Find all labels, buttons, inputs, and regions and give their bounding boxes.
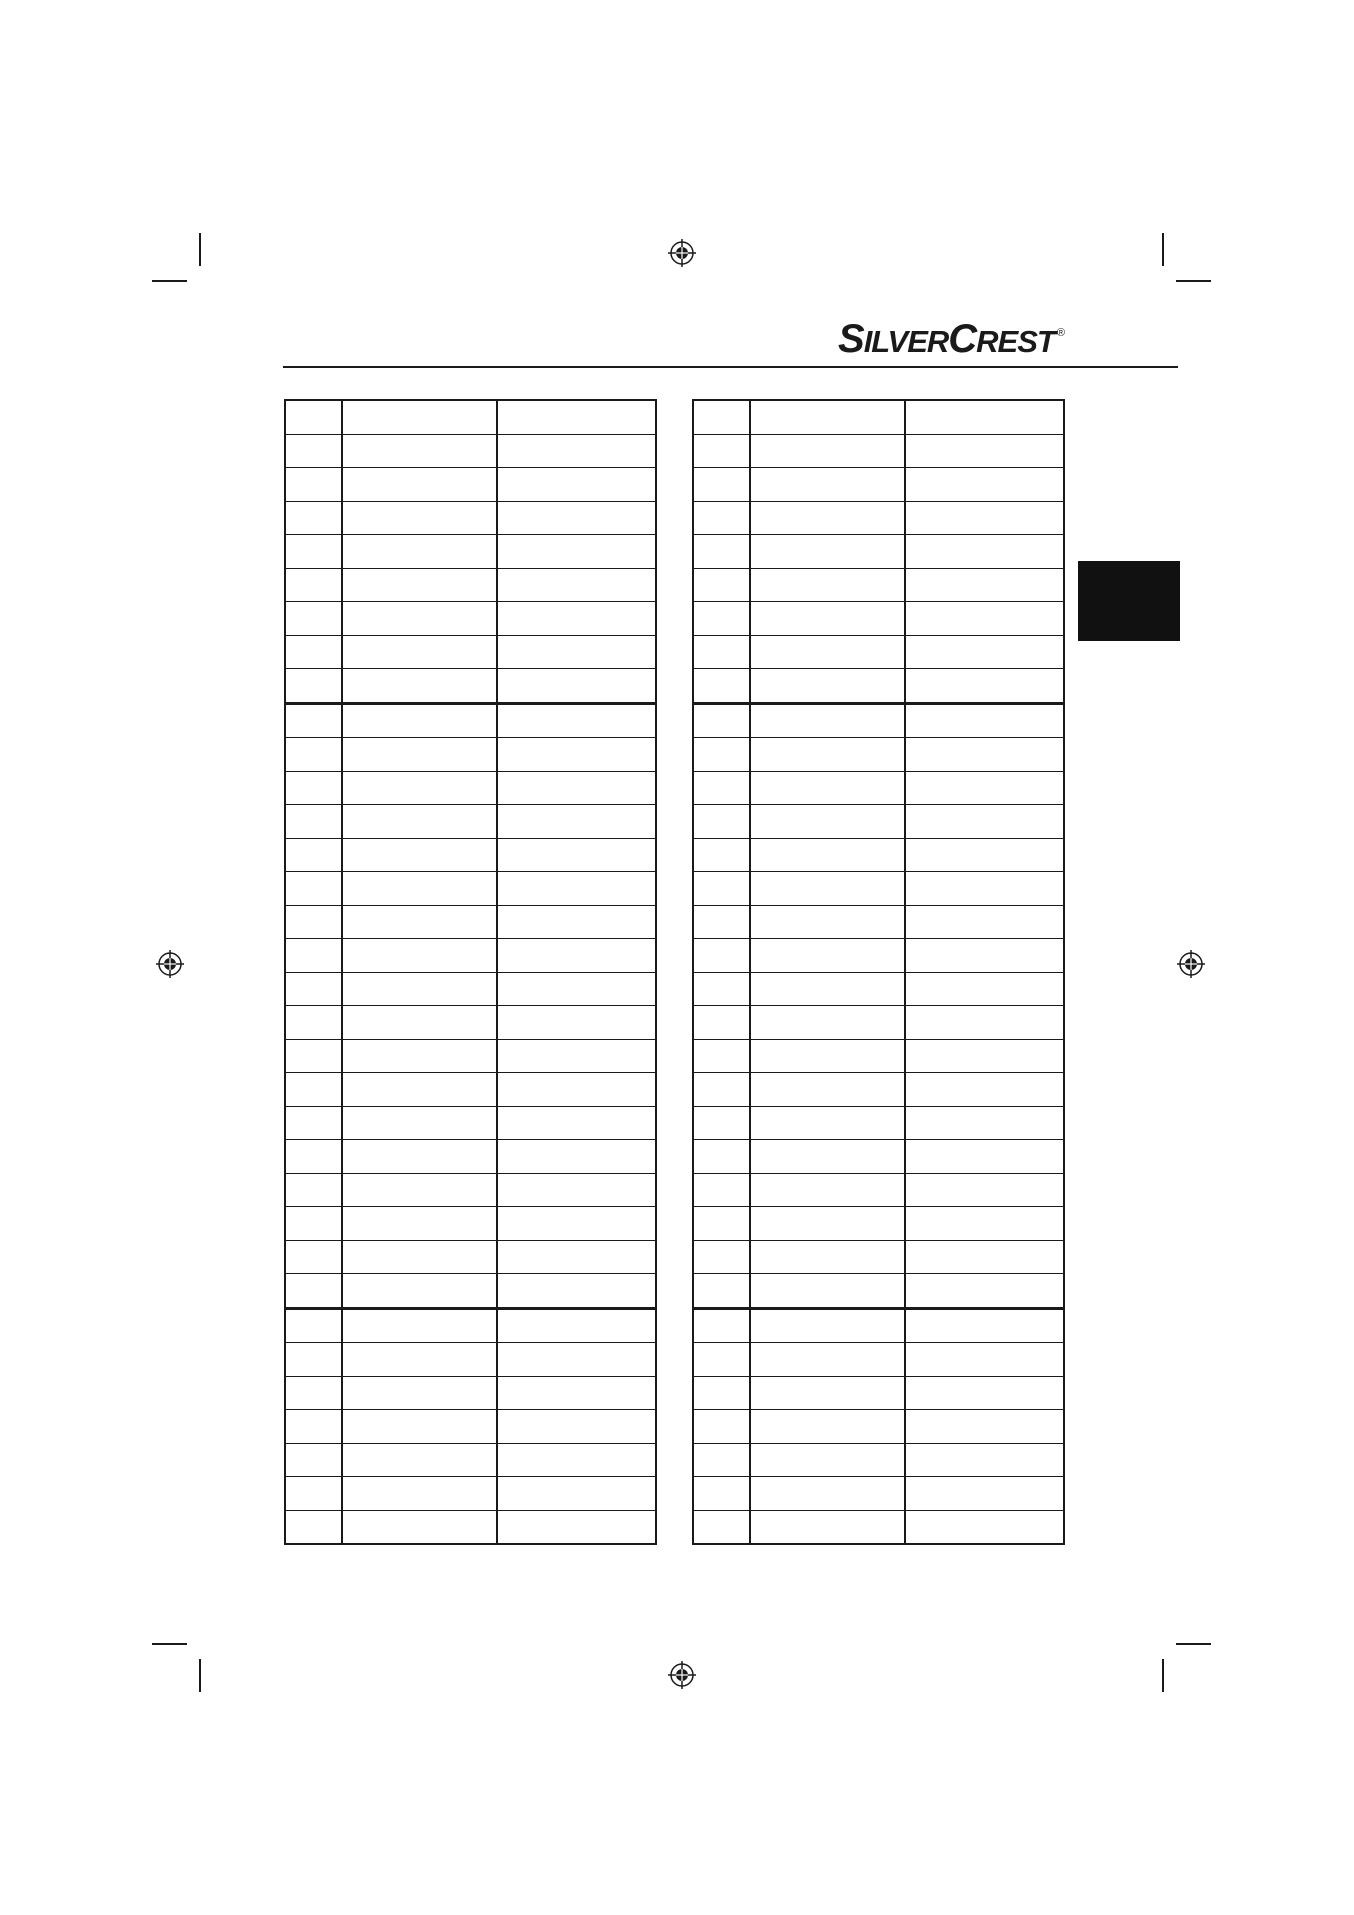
table-row [285,738,656,772]
table-row [285,400,656,434]
table-cell [905,738,1064,772]
table-cell [693,805,750,839]
table-cell [750,400,905,434]
table-cell [342,501,497,535]
table-row [285,1240,656,1274]
table-cell [905,838,1064,872]
table-cell [750,1376,905,1410]
table-cell [750,635,905,669]
table-row [693,1443,1064,1477]
table-row [693,738,1064,772]
table-cell [905,535,1064,569]
table-cell [750,1308,905,1343]
table-cell [905,568,1064,602]
table-row [285,805,656,839]
table-cell [285,468,342,502]
table-cell [693,669,750,704]
table-row [693,805,1064,839]
table-cell [693,434,750,468]
table-cell [342,1410,497,1444]
table-cell [750,1073,905,1107]
table-cell [750,568,905,602]
table-row [285,872,656,906]
table-cell [497,805,656,839]
table-cell [905,703,1064,738]
table-cell [497,1140,656,1174]
table-cell [342,703,497,738]
table-cell [693,905,750,939]
table-cell [285,535,342,569]
table-cell [693,535,750,569]
table-cell [497,1073,656,1107]
table-cell [342,635,497,669]
table-cell [497,1006,656,1040]
table-cell [905,972,1064,1006]
table-row [285,838,656,872]
table-row [285,703,656,738]
table-cell [693,1443,750,1477]
table-cell [497,1106,656,1140]
table-cell [497,1308,656,1343]
table-cell [750,1410,905,1444]
table-cell [905,1073,1064,1107]
table-cell [693,468,750,502]
table-cell [342,669,497,704]
table-cell [497,1207,656,1241]
left-grid-table [284,399,657,1545]
table-cell [497,535,656,569]
table-cell [905,1477,1064,1511]
table-cell [905,669,1064,704]
table-cell [285,1039,342,1073]
table-cell [693,1006,750,1040]
table-cell [497,669,656,704]
table-cell [905,1106,1064,1140]
table-cell [750,1343,905,1377]
table-row [693,939,1064,973]
table-cell [750,972,905,1006]
table-cell [905,872,1064,906]
table-cell [693,1410,750,1444]
crop-mark-icon [152,280,187,282]
table-cell [342,434,497,468]
table-row [693,1274,1064,1309]
table-row [693,703,1064,738]
table-cell [750,1006,905,1040]
table-cell [693,635,750,669]
right-grid-table [692,399,1065,1545]
table-cell [285,1207,342,1241]
table-cell [693,1140,750,1174]
table-cell [342,1106,497,1140]
table-row [285,535,656,569]
table-row [693,1510,1064,1544]
table-cell [905,1207,1064,1241]
table-cell [693,1510,750,1544]
table-row [285,1207,656,1241]
table-cell [905,1006,1064,1040]
table-cell [497,434,656,468]
table-cell [342,535,497,569]
table-cell [693,1343,750,1377]
table-cell [905,1140,1064,1174]
table-cell [693,939,750,973]
table-cell [905,1274,1064,1309]
table-cell [285,669,342,704]
table-row [693,972,1064,1006]
table-cell [750,1173,905,1207]
table-row [285,1510,656,1544]
registration-mark-icon [1176,949,1206,979]
table-cell [342,1376,497,1410]
table-cell [342,1173,497,1207]
crop-mark-icon [1176,280,1211,282]
table-cell [750,1039,905,1073]
table-row [285,1274,656,1309]
table-row [693,838,1064,872]
table-cell [693,838,750,872]
table-cell [342,1073,497,1107]
crop-mark-icon [199,233,201,266]
table-row [285,501,656,535]
table-row [693,1477,1064,1511]
table-row [693,771,1064,805]
table-cell [497,972,656,1006]
table-cell [905,1410,1064,1444]
header-rule [283,366,1178,368]
table-row [285,1106,656,1140]
table-cell [693,1274,750,1309]
table-cell [750,738,905,772]
table-cell [285,1073,342,1107]
brand-initial-s: S [838,317,864,361]
table-cell [497,939,656,973]
table-cell [342,1240,497,1274]
table-row [693,602,1064,636]
table-cell [497,838,656,872]
table-cell [905,1376,1064,1410]
registration-mark-icon [667,1660,697,1690]
table-cell [693,771,750,805]
table-cell [342,805,497,839]
table-cell [750,1207,905,1241]
table-cell [750,468,905,502]
table-cell [342,939,497,973]
table-cell [693,703,750,738]
table-row [693,434,1064,468]
table-cell [342,771,497,805]
table-cell [750,1510,905,1544]
table-cell [905,501,1064,535]
table-cell [693,972,750,1006]
table-cell [750,1443,905,1477]
table-cell [497,1443,656,1477]
table-cell [342,1207,497,1241]
table-cell [497,400,656,434]
table-row [285,468,656,502]
table-cell [905,1173,1064,1207]
registration-mark-icon [667,238,697,268]
table-cell [750,1477,905,1511]
table-cell [750,501,905,535]
registration-mark-icon [155,949,185,979]
table-row [285,1073,656,1107]
table-cell [342,838,497,872]
table-cell [342,738,497,772]
table-cell [342,602,497,636]
table-cell [342,468,497,502]
table-cell [905,635,1064,669]
table-cell [750,1274,905,1309]
table-row [693,568,1064,602]
table-cell [750,602,905,636]
table-cell [342,1308,497,1343]
table-cell [750,1240,905,1274]
brand-logo [838,316,1068,362]
table-cell [497,1376,656,1410]
table-cell [693,1477,750,1511]
table-cell [285,838,342,872]
table-row [693,905,1064,939]
table-cell [750,872,905,906]
table-row [693,1039,1064,1073]
table-cell [342,1006,497,1040]
table-cell [342,1443,497,1477]
table-cell [905,1308,1064,1343]
table-cell [750,434,905,468]
table-row [285,1140,656,1174]
table-cell [497,1477,656,1511]
table-cell [285,434,342,468]
table-row [285,434,656,468]
table-cell [905,1343,1064,1377]
table-cell [750,535,905,569]
brand-rest-ilver: ILVER [863,324,949,359]
table-cell [905,1443,1064,1477]
table-cell [750,838,905,872]
table-row [693,468,1064,502]
table-row [693,535,1064,569]
table-row [693,872,1064,906]
table-cell [285,1510,342,1544]
table-row [693,669,1064,704]
table-cell [285,501,342,535]
table-cell [497,703,656,738]
table-row [693,1207,1064,1241]
table-row [285,905,656,939]
table-cell [497,1173,656,1207]
table-cell [285,972,342,1006]
table-cell [342,400,497,434]
table-cell [285,1410,342,1444]
table-row [285,1308,656,1343]
table-cell [497,1343,656,1377]
table-cell [285,400,342,434]
table-cell [497,738,656,772]
table-row [285,1410,656,1444]
table-row [285,771,656,805]
table-cell [497,635,656,669]
table-cell [693,400,750,434]
table-cell [693,602,750,636]
table-cell [750,905,905,939]
table-cell [497,602,656,636]
table-row [285,568,656,602]
table-row [693,400,1064,434]
table-cell [750,939,905,973]
table-cell [342,1274,497,1309]
table-cell [905,434,1064,468]
table-cell [342,905,497,939]
table-row [693,1240,1064,1274]
table-row [693,635,1064,669]
crop-mark-icon [1162,1659,1164,1692]
table-row [693,1308,1064,1343]
brand-rest-rest: REST [976,324,1055,359]
table-cell [905,602,1064,636]
table-cell [905,1510,1064,1544]
table-cell [285,635,342,669]
table-cell [285,939,342,973]
crop-mark-icon [152,1643,187,1645]
registered-mark: ® [1056,327,1065,339]
table-cell [497,1510,656,1544]
table-row [693,1106,1064,1140]
table-cell [285,805,342,839]
table-cell [693,1073,750,1107]
table-row [285,1039,656,1073]
table-cell [285,1106,342,1140]
table-row [285,1173,656,1207]
table-cell [497,1240,656,1274]
table-row [693,1140,1064,1174]
table-row [285,602,656,636]
table-cell [497,1039,656,1073]
table-cell [285,1140,342,1174]
table-cell [497,771,656,805]
language-tab [1078,561,1180,641]
table-row [693,1376,1064,1410]
table-cell [285,1274,342,1309]
table-cell [693,1240,750,1274]
table-row [693,1410,1064,1444]
table-cell [285,1343,342,1377]
table-cell [905,805,1064,839]
table-cell [905,400,1064,434]
table-cell [905,1240,1064,1274]
table-row [693,501,1064,535]
table-cell [750,805,905,839]
table-cell [693,1308,750,1343]
crop-mark-icon [199,1659,201,1692]
table-cell [693,872,750,906]
table-cell [285,1006,342,1040]
table-cell [342,568,497,602]
table-row [285,1477,656,1511]
table-cell [905,905,1064,939]
table-row [285,669,656,704]
table-cell [693,501,750,535]
table-cell [285,771,342,805]
table-cell [285,1173,342,1207]
table-row [285,972,656,1006]
table-cell [750,1140,905,1174]
table-cell [497,1274,656,1309]
crop-mark-icon [1176,1643,1211,1645]
table-cell [693,568,750,602]
table-row [285,1343,656,1377]
table-cell [497,872,656,906]
table-cell [342,1140,497,1174]
table-cell [693,1173,750,1207]
table-cell [342,1510,497,1544]
table-cell [342,872,497,906]
table-row [285,635,656,669]
table-cell [285,1240,342,1274]
table-cell [693,738,750,772]
table-row [693,1343,1064,1377]
table-cell [750,1106,905,1140]
table-cell [285,1308,342,1343]
table-cell [905,939,1064,973]
table-cell [285,1443,342,1477]
table-cell [693,1376,750,1410]
table-cell [905,468,1064,502]
table-row [693,1173,1064,1207]
table-cell [342,1477,497,1511]
table-cell [693,1106,750,1140]
table-cell [497,568,656,602]
table-cell [342,1343,497,1377]
table-cell [905,1039,1064,1073]
table-cell [285,872,342,906]
table-cell [497,905,656,939]
table-row [285,1376,656,1410]
table-row [285,1443,656,1477]
table-row [693,1006,1064,1040]
table-cell [497,1410,656,1444]
crop-mark-icon [1162,233,1164,266]
table-row [285,939,656,973]
table-cell [750,669,905,704]
table-cell [693,1207,750,1241]
brand-initial-c: C [948,317,977,361]
table-cell [342,972,497,1006]
table-cell [497,468,656,502]
table-cell [285,602,342,636]
table-cell [750,771,905,805]
table-cell [693,1039,750,1073]
table-cell [285,738,342,772]
table-cell [285,1376,342,1410]
table-row [693,1073,1064,1107]
table-row [285,1006,656,1040]
table-cell [497,501,656,535]
table-cell [285,905,342,939]
table-cell [342,1039,497,1073]
table-cell [285,568,342,602]
table-cell [285,1477,342,1511]
table-cell [905,771,1064,805]
table-cell [750,703,905,738]
table-cell [285,703,342,738]
